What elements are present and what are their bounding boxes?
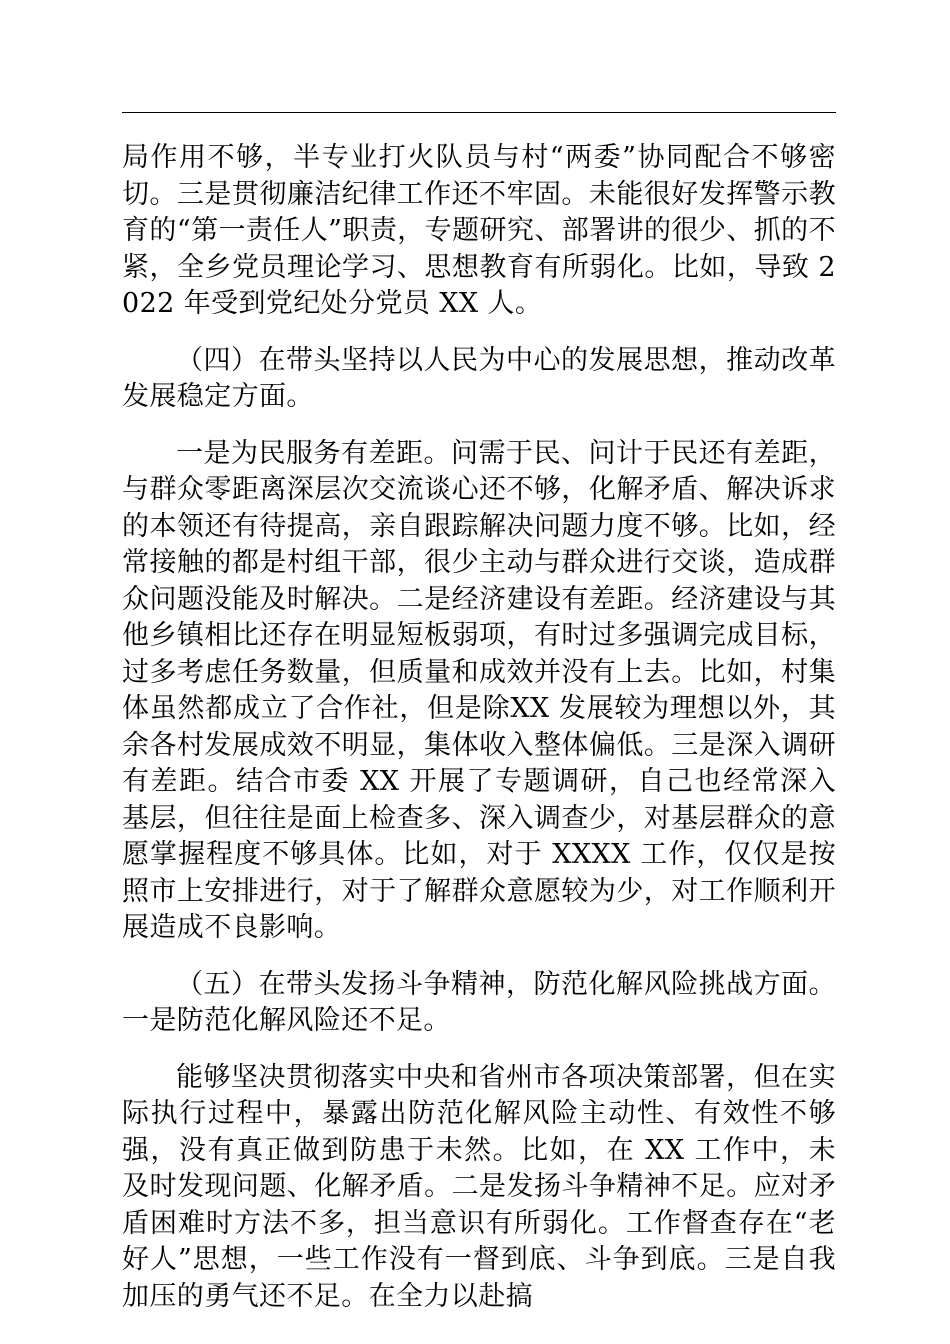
section-heading-four: （四）在带头坚持以人民为中心的发展思想，推动改革发展稳定方面。 (122, 344, 836, 412)
document-body (122, 140, 836, 1315)
paragraph-continuation: 局作用不够，半专业打火队员与村“两委”协同配合不够密切。三是贯彻廉洁纪律工作还不牢固。未能很好发挥警示教育的“第一责任人”职责，专题研究、部署讲的很少、抓的不紧，全乡党员理论学习、思想教育有所弱化。比如，导致 2022 年受到党纪处分党员 XX 人。 (122, 142, 836, 319)
header-rule (122, 112, 836, 113)
section-heading-five: （五）在带头发扬斗争精神，防范化解风险挑战方面。一是防范化解风险还不足。 (122, 968, 836, 1036)
paragraph-service-gaps: 一是为民服务有差距。问需于民、问计于民还有差距，与群众零距离深层次交流谈心还不够，化解矛盾、解决诉求的本领还有待提高，亲自跟踪解决问题力度不够。比如，经常接触的都是村组干部，很少主动与群众进行交谈，造成群众问题没能及时解决。二是经济建设有差距。经济建设与其他乡镇相比还存在明显短板弱项，有时过多强调完成目标，过多考虑任务数量，但质量和成效并没有上去。比如，村集体虽然都成立了合作社，但是除XX 发展较为理想以外，其余各村发展成效不明显，集体收入整体偏低。三是深入调研有差距。结合市委 XX 开展了专题调研，自己也经常深入基层，但往往是面上检查多、深入调查少，对基层群众的意愿掌握程度不够具体。比如，对于 XXXX 工作，仅仅是按照市上安排进行，对于了解群众意愿较为少，对工作顺利开展造成不良影响。 (122, 437, 836, 943)
paragraph-risk-prevention: 能够坚决贯彻落实中央和省州市各项决策部署，但在实际执行过程中，暴露出防范化解风险主动性、有效性不够强，没有真正做到防患于未然。比如，在 XX 工作中，未及时发现问题、化解矛盾。二是发扬斗争精神不足。应对矛盾困难时方法不多，担当意识有所弱化。工作督查存在“老好人”思想，一些工作没有一督到底、斗争到底。三是自我加压的勇气还不足。在全力以赴搞 (122, 1061, 836, 1312)
